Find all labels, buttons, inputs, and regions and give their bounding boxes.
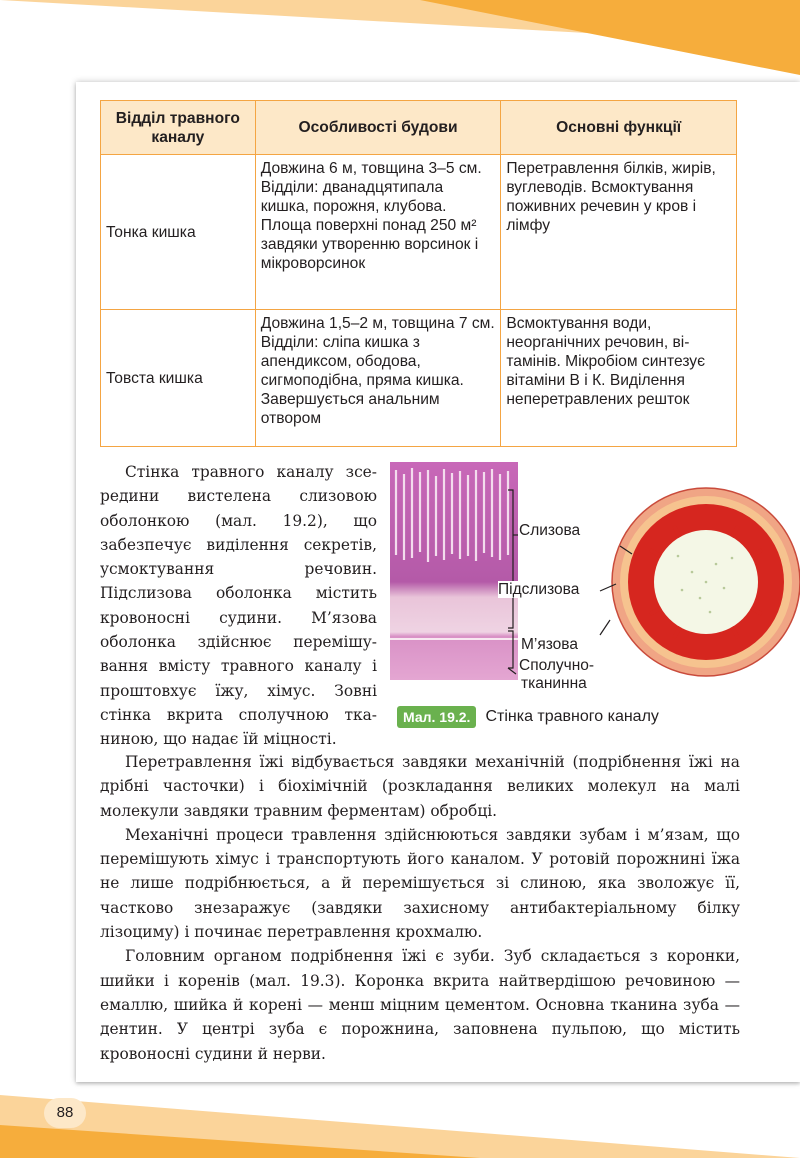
label-submucosa: Підслизова xyxy=(498,581,580,598)
label-mucosa: Слизова xyxy=(519,522,581,539)
paragraph: Перетравлення їжі відбувається завдяки механічній (подрібнення їжі на дрібні часточки) і біохімічній (розкладання великих молекул на малі молекули завдяки травним ферментам) обробці. xyxy=(100,753,740,820)
caption-badge: Мал. 19.2. xyxy=(397,706,476,728)
table-row xyxy=(101,310,737,447)
paragraph: Механічні процеси травлення здійснюються завдяки зубам і м’язам, що перемішують хімус і транспортують його каналом. У ротовій порожнині їжа не лише подрібнюється, а й перемішується зі слиною, яка зволожує її, частково знезаражує (завдяки захисному антибактеріальному білку лізоциму) і починає перетравлення крохмалю. xyxy=(100,825,740,942)
digestive-table xyxy=(100,100,737,447)
intro-paragraph: Стінка травного каналу зсередини вистелена слизовою оболонкою (мал. 19.2), що забезпечує виділення секретів, усмоктування речовин. Підслизова оболонка містить кровоносні судини. М’язова оболонка здійснює перемішування вмісту травного каналу і проштовхує їжу, хімус. Зовні стінка вкрита сполучною тканиною, що надає їй міцності. xyxy=(100,463,377,749)
top-decor-band xyxy=(0,0,800,80)
table-header-row xyxy=(101,101,737,155)
table-row xyxy=(101,155,737,310)
row-name: Товста кишка xyxy=(101,310,256,447)
row-structure: Довжина 6 м, товщина 3–5 см. Відділи: дванадцятипала кишка, порожня, клубова. Площа поверхні понад 250 м² завдяки утворенню ворсинок і мікроворсинок xyxy=(255,155,501,310)
label-connective-2: тканинна xyxy=(521,675,587,692)
figure-caption xyxy=(397,705,659,729)
header-structure: Особливості будови xyxy=(255,101,501,155)
header-section: Відділ травного каналу xyxy=(101,101,256,155)
header-functions: Основні функції xyxy=(501,101,737,155)
figure-19-2 xyxy=(388,460,800,740)
row-structure: Довжина 1,5–2 м, товщина 7 см. Відділи: сліпа кишка з апендиксом, ободова, сигмоподібна, пряма кишка. Завершується анальним отвором xyxy=(255,310,501,447)
caption-text: Стінка травного каналу xyxy=(485,708,659,725)
bottom-decor-band xyxy=(0,1085,800,1158)
row-name: Тонка кишка xyxy=(101,155,256,310)
label-muscular: М’язова xyxy=(521,636,578,653)
label-connective-1: Сполучно- xyxy=(519,657,595,674)
paragraph: Головним органом подрібнення їжі є зуби. Зуб складається з коронки, шийки і коренів (мал. 19.3). Коронка вкрита найтвердішою речовиною — емаллю, шийка й корені — менш міцним цементом. Основна тканина зуба — дентин. У центрі зуба є порожнина, заповнена пульпою, що містить кровоносні судини й нерви. xyxy=(100,947,740,1063)
row-functions: Перетравлення білків, жирів, вуглеводів. Всмоктування поживних речевин у кров і лімфу xyxy=(501,155,737,310)
body-text xyxy=(100,750,740,1066)
row-functions: Всмоктування води, неорганічних речовин, вітамінів. Мікробіом синтезує вітаміни В і К. Виділення неперетравлених решток xyxy=(501,310,737,447)
page-number: 88 xyxy=(44,1098,86,1128)
